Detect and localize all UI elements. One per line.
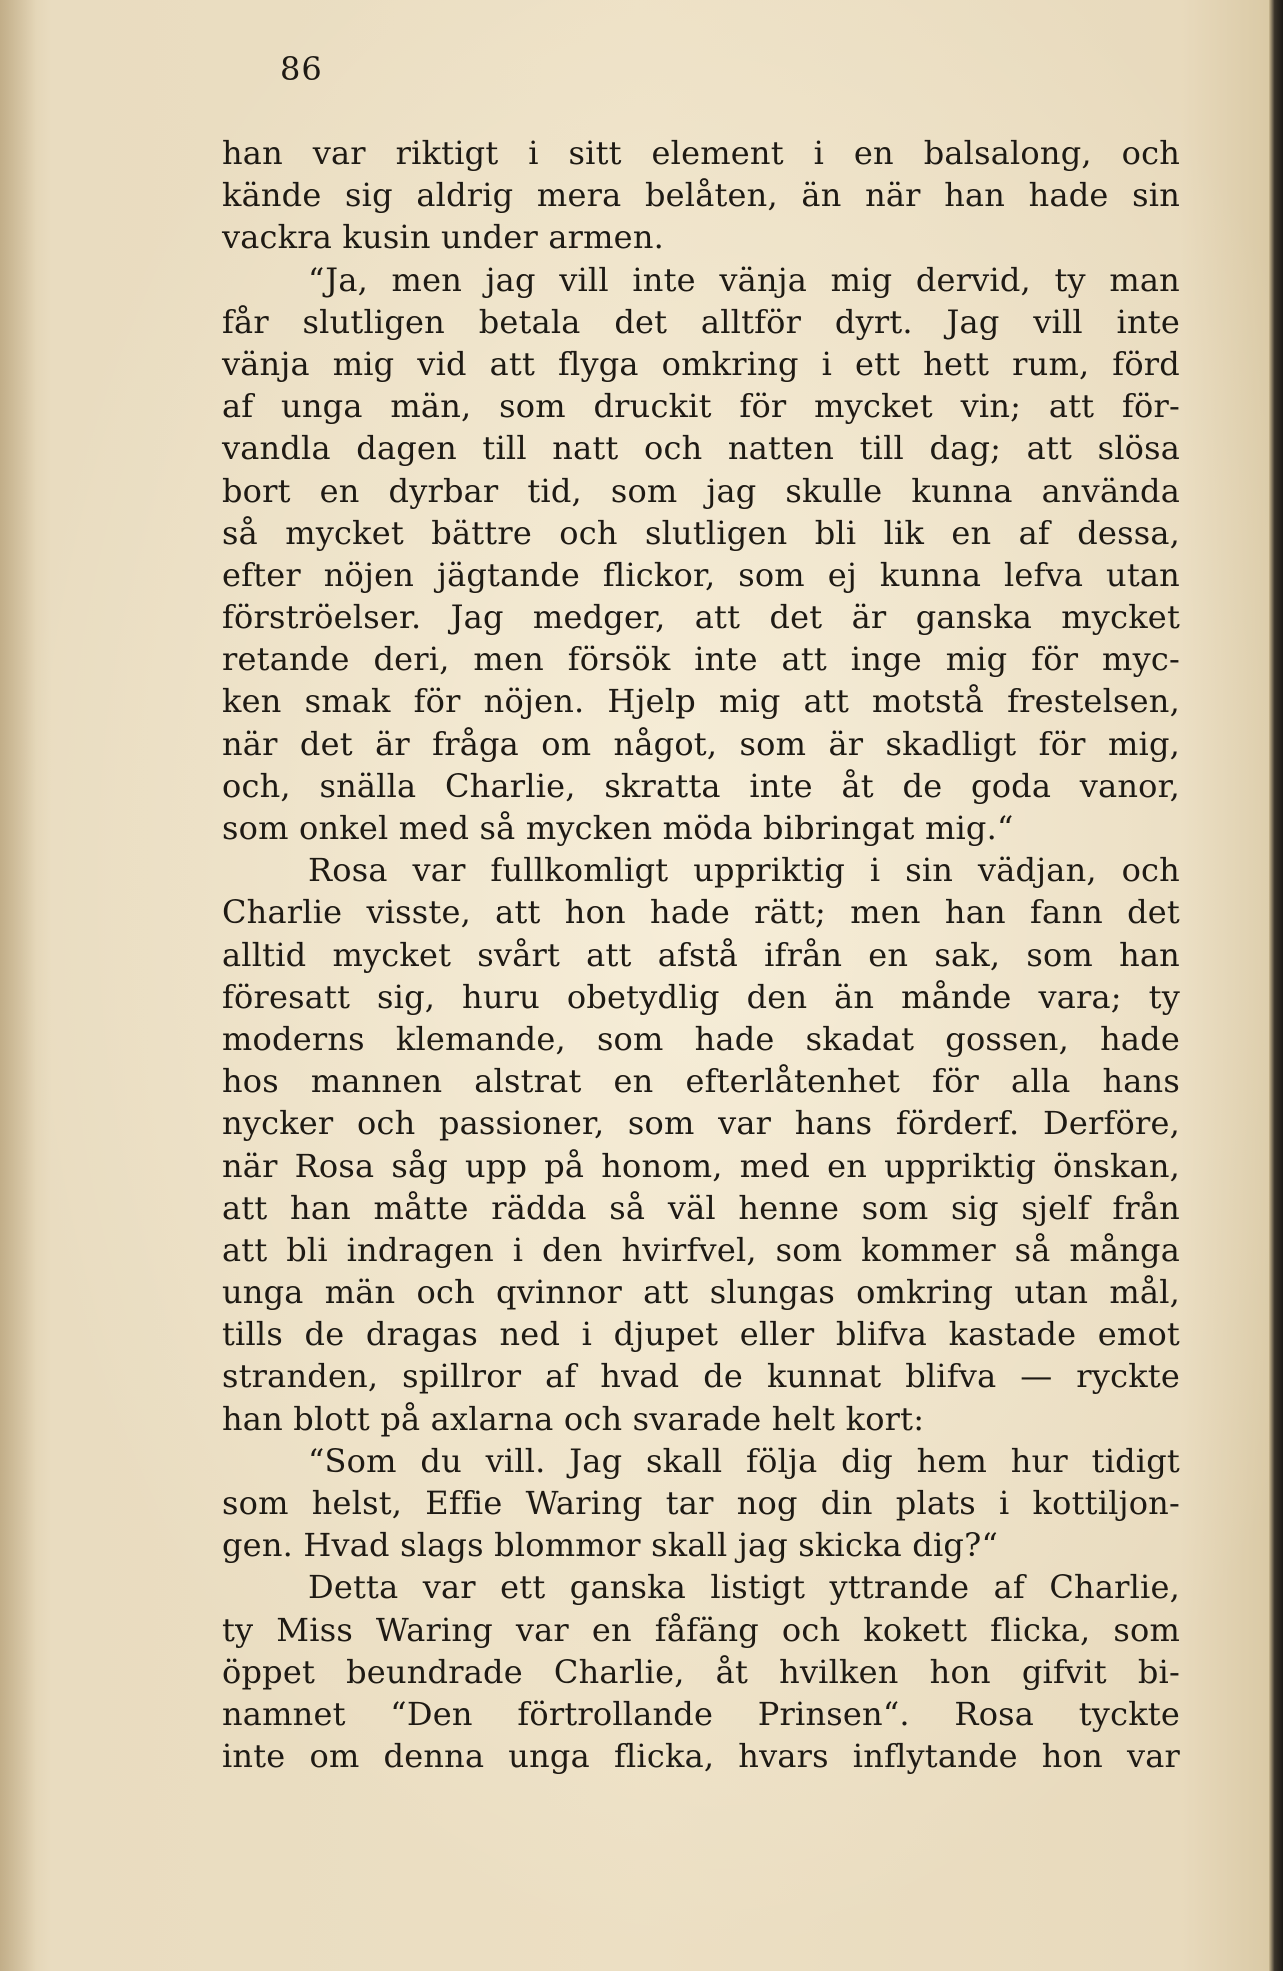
text-line: gen. Hvad slags blommor skall jag skicka dig?“: [222, 1526, 999, 1565]
text-line: föresatt sig, huru obetydlig den än månde vara; ty: [222, 977, 1180, 1016]
text-line: vänja mig vid att flyga omkring i ett hett rum, förd: [222, 344, 1180, 383]
page-number: 86: [280, 50, 323, 88]
text-line: Charlie visste, att hon hade rätt; men han fann det: [222, 893, 1180, 932]
text-line: att bli indragen i den hvirfvel, som kommer så många: [222, 1230, 1180, 1269]
text-line: ty Miss Waring var en fåfäng och kokett flicka, som: [222, 1610, 1180, 1649]
text-line: han blott på axlarna och svarade helt kort:: [222, 1399, 925, 1438]
text-line: som helst, Effie Waring tar nog din plats i kottiljon-: [222, 1484, 1180, 1522]
text-line: af unga män, som druckit för mycket vin; att för-: [222, 387, 1180, 426]
text-line: som onkel med så mycken möda bibringat mig.“: [222, 809, 1014, 847]
text-line: stranden, spillror af hvad de kunnat blifva — ryckte: [222, 1357, 1180, 1396]
text-line: Detta var ett ganska listigt yttrande af Charlie,: [308, 1568, 1180, 1607]
text-line: bort en dyrbar tid, som jag skulle kunna använda: [222, 471, 1180, 510]
text-line: unga män och qvinnor att slungas omkring utan mål,: [222, 1273, 1180, 1312]
text-line: förströelser. Jag medger, att det är ganska mycket: [222, 598, 1180, 637]
text-line: kände sig aldrig mera belåten, än när han hade sin: [222, 176, 1180, 215]
book-binding-edge: [1269, 0, 1283, 1971]
text-line: när Rosa såg upp på honom, med en uppriktig önskan,: [222, 1146, 1180, 1185]
text-line: alltid mycket svårt att afstå ifrån en sak, som han: [222, 935, 1180, 974]
text-line: så mycket bättre och slutligen bli lik en af dessa,: [222, 513, 1180, 552]
text-line: nycker och passioner, som var hans förderf. Derföre,: [222, 1104, 1180, 1143]
text-line: Rosa var fullkomligt uppriktig i sin vädjan, och: [308, 851, 1180, 890]
page-edge-shadow: [0, 0, 36, 1971]
text-line: vandla dagen till natt och natten till dag; att slösa: [222, 429, 1180, 468]
text-line: han var riktigt i sitt element i en balsalong, och: [222, 134, 1180, 172]
body-text: [222, 132, 1180, 1777]
text-line: att han måtte rädda så väl henne som sig sjelf från: [222, 1188, 1180, 1227]
text-line: hos mannen alstrat en efterlåtenhet för alla hans: [222, 1062, 1180, 1101]
text-line: retande deri, men försök inte att inge mig för myc-: [222, 640, 1180, 679]
text-line: “Som du vill. Jag skall följa dig hem hur tidigt: [308, 1441, 1180, 1480]
text-line: ken smak för nöjen. Hjelp mig att motstå frestelsen,: [222, 682, 1180, 721]
text-line: vackra kusin under armen.: [222, 218, 664, 257]
text-line: och, snälla Charlie, skratta inte åt de goda vanor,: [222, 766, 1180, 805]
text-line: moderns klemande, som hade skadat gossen, hade: [222, 1019, 1180, 1058]
text-line: “Ja, men jag vill inte vänja mig dervid, ty man: [308, 260, 1180, 299]
text-line: när det är fråga om något, som är skadligt för mig,: [222, 724, 1180, 763]
text-line: får slutligen betala det alltför dyrt. Jag vill inte: [222, 302, 1180, 341]
text-line: efter nöjen jägtande flickor, som ej kunna lefva utan: [222, 555, 1180, 594]
text-line: namnet “Den förtrollande Prinsen“. Rosa tyckte: [222, 1694, 1180, 1733]
text-line: tills de dragas ned i djupet eller blifva kastade emot: [222, 1315, 1180, 1354]
text-line: öppet beundrade Charlie, åt hvilken hon gifvit bi-: [222, 1652, 1180, 1691]
text-line: inte om denna unga flicka, hvars inflytande hon var: [222, 1737, 1180, 1776]
